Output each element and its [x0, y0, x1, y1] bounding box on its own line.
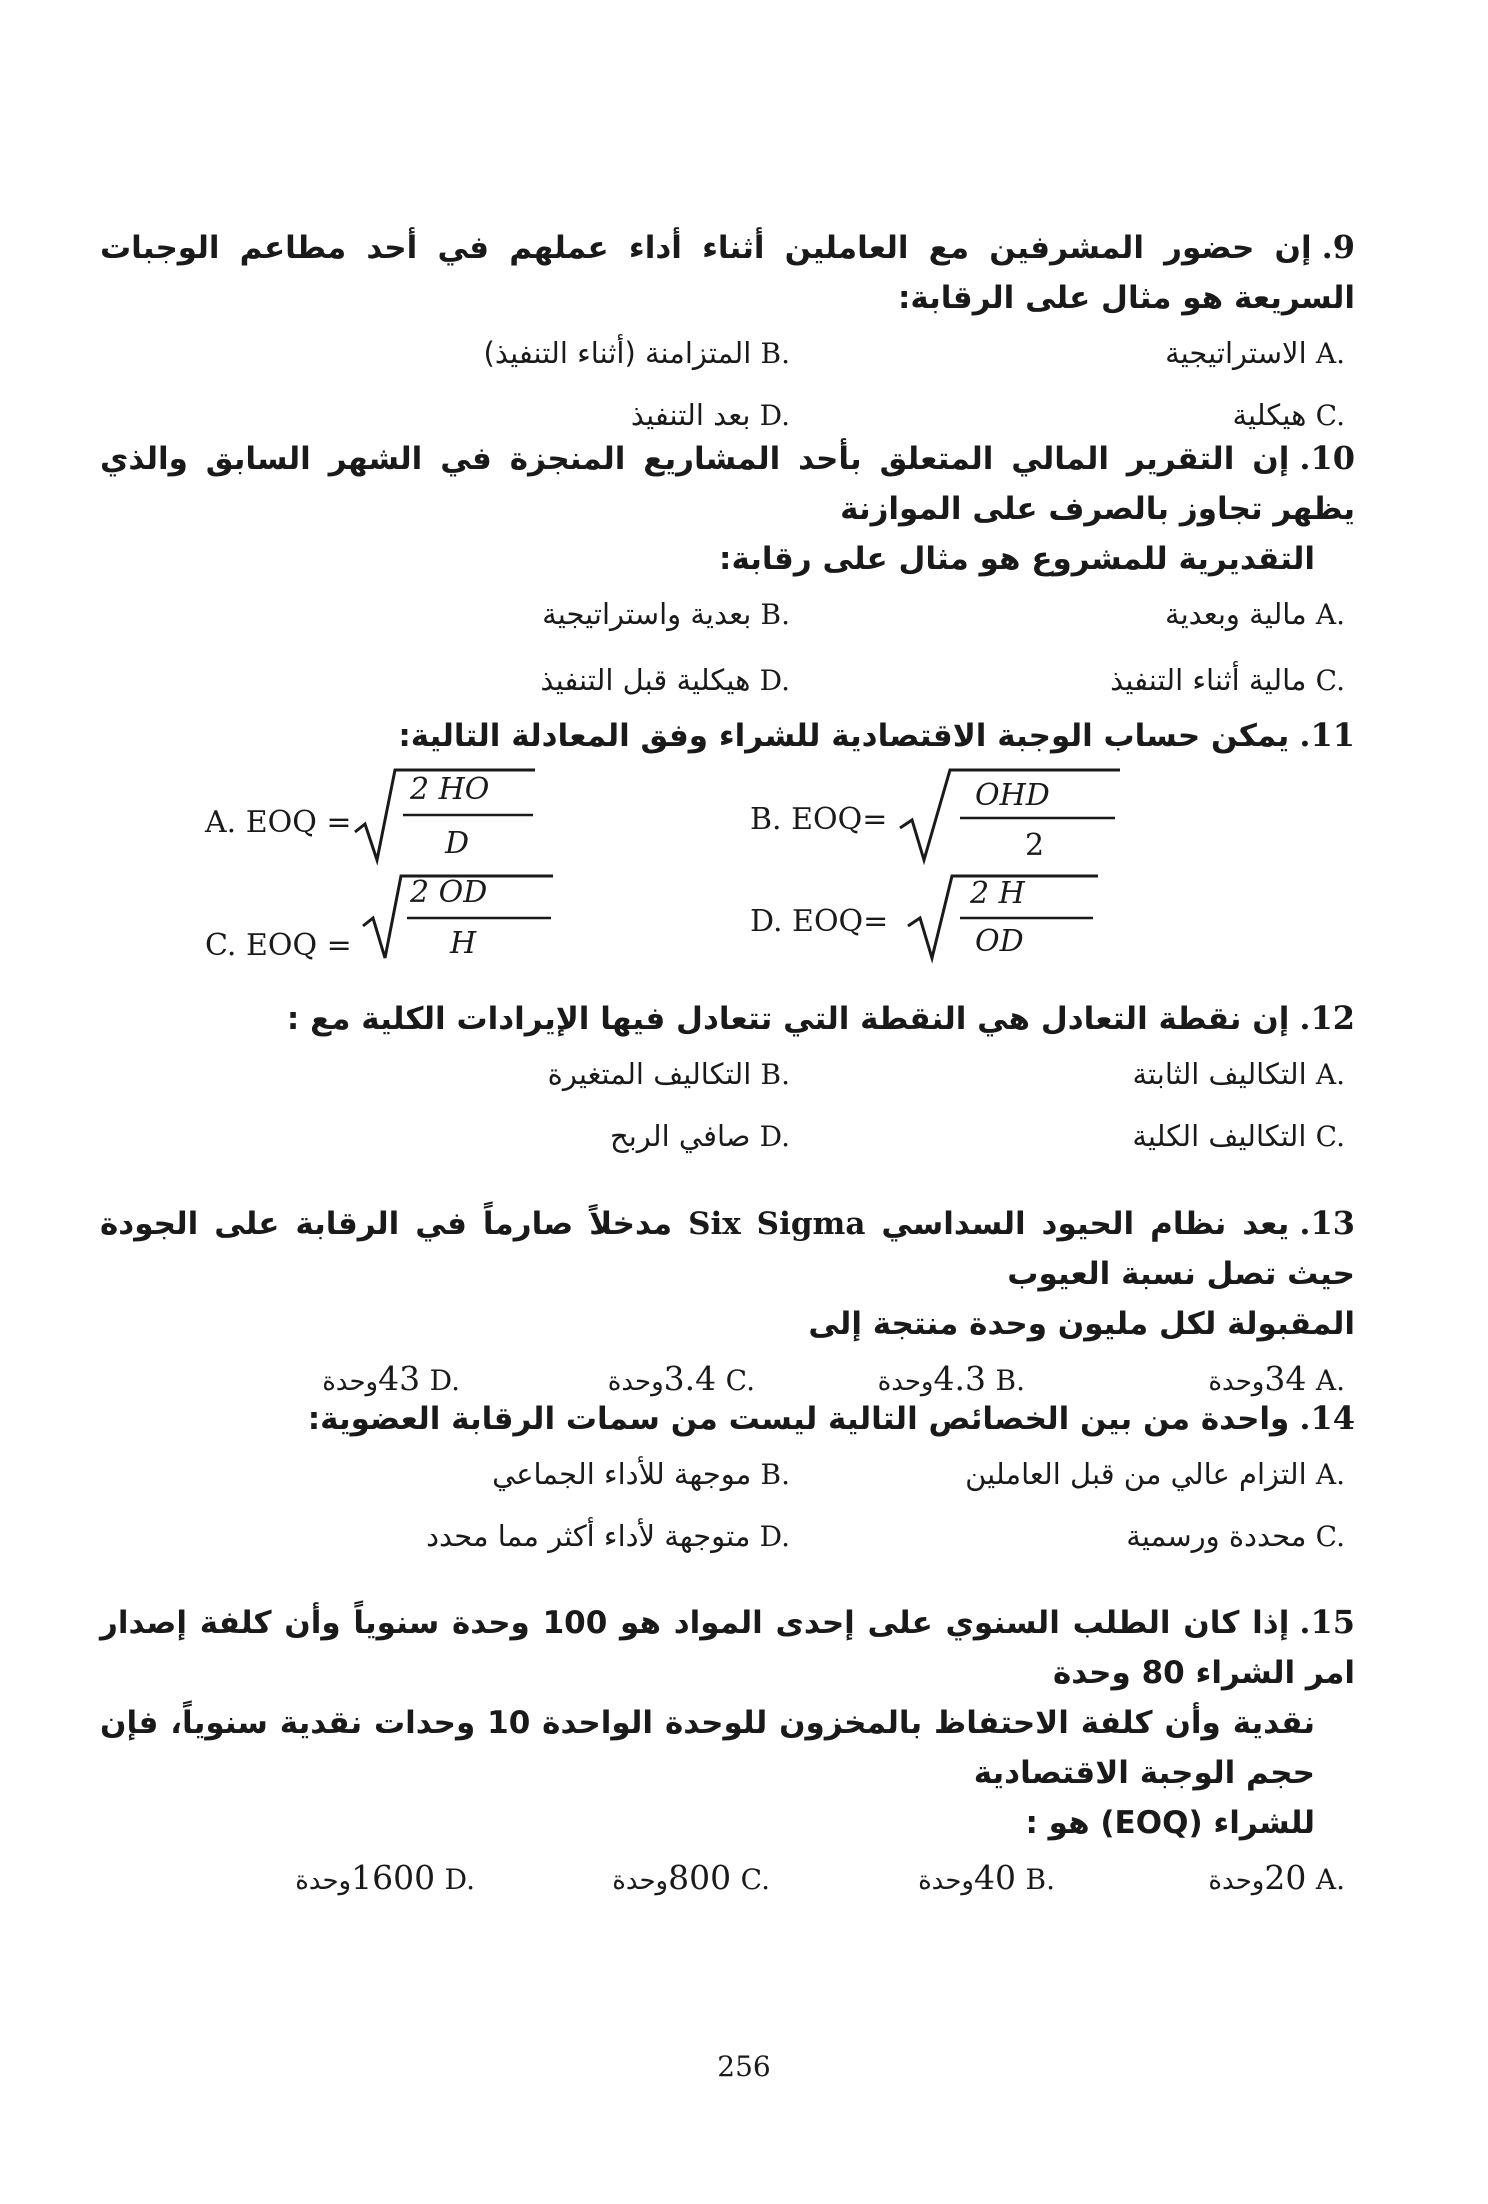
- formula-lhs: B. EOQ=: [750, 802, 888, 837]
- question-14-text: 14.واحدة من بين الخصائص التالية ليست من سمات الرقابة العضوية:: [307, 1399, 1355, 1437]
- question-15-line-2: نقدية وأن كلفة الاحتفاظ بالمخزون للوحدة الواحدة 10 وحدات نقدية سنوياً، فإن حجم الوجبة الاقتصادية: [100, 1705, 1315, 1791]
- formula-denominator: OD: [975, 924, 1024, 959]
- formula-lhs: C. EOQ =: [205, 928, 352, 963]
- question-11: [100, 710, 1355, 761]
- question-number: 10.: [1299, 439, 1355, 477]
- formula-option-c[interactable]: [205, 868, 565, 978]
- option-d[interactable]: D. هيكلية قبل التنفيذ: [540, 663, 790, 697]
- formula-option-a[interactable]: [205, 760, 565, 870]
- question-15-line-3: للشراء (EOQ) هو :: [1025, 1805, 1315, 1841]
- option-d[interactable]: D. 1600وحدة: [295, 1858, 475, 1897]
- question-number: 14.: [1299, 1399, 1355, 1437]
- question-number: 13.: [1299, 1204, 1355, 1242]
- question-number: 15.: [1299, 1603, 1355, 1641]
- formula-denominator: D: [445, 826, 470, 861]
- question-15: [100, 1597, 1355, 1920]
- option-b[interactable]: B. 4.3وحدة: [877, 1359, 1025, 1398]
- formula-numerator: 2 HO: [410, 772, 490, 807]
- question-9: [100, 222, 1355, 455]
- question-13-line-2: المقبولة لكل مليون وحدة منتجة إلى: [808, 1306, 1355, 1342]
- option-c[interactable]: C. 800وحدة: [612, 1858, 770, 1897]
- unit-label: وحدة: [918, 1866, 974, 1896]
- option-c[interactable]: C. التكاليف الكلية: [1132, 1119, 1345, 1153]
- unit-label: وحدة: [877, 1367, 934, 1397]
- options-row: [100, 1848, 1355, 1920]
- option-d[interactable]: D. 43وحدة: [322, 1359, 460, 1398]
- option-c[interactable]: C. محددة ورسمية: [1126, 1519, 1345, 1553]
- unit-label: وحدة: [1208, 1866, 1265, 1896]
- question-10: [100, 433, 1355, 720]
- formula-lhs: D. EOQ=: [750, 904, 889, 939]
- question-9-text: 9.إن حضور المشرفين مع العاملين أثناء أداء عملهم في أحد مطاعم الوجبات السريعة هو مثال على الرقابة:: [100, 228, 1355, 316]
- option-c[interactable]: C. 3.4وحدة: [607, 1359, 755, 1398]
- option-c[interactable]: C. مالية أثناء التنفيذ: [1110, 663, 1345, 697]
- question-number: 11.: [1299, 716, 1355, 754]
- formula-denominator: H: [450, 926, 477, 961]
- question-11-text: 11.يمكن حساب الوجبة الاقتصادية للشراء وفق المعادلة التالية:: [398, 716, 1355, 754]
- option-a[interactable]: A. 34وحدة: [1208, 1359, 1345, 1398]
- option-b[interactable]: B. 40وحدة: [918, 1858, 1055, 1897]
- unit-label: وحدة: [322, 1367, 379, 1397]
- option-d[interactable]: D. بعد التنفيذ: [630, 398, 790, 432]
- formula-numerator: 2 H: [970, 876, 1025, 911]
- option-c[interactable]: C. هيكلية: [1232, 398, 1345, 432]
- unit-label: وحدة: [295, 1866, 352, 1896]
- option-b[interactable]: B. بعدية واستراتيجية: [542, 597, 790, 631]
- option-a[interactable]: A. التزام عالي من قبل العاملين: [965, 1457, 1345, 1491]
- option-a[interactable]: A. 20وحدة: [1208, 1858, 1345, 1897]
- six-sigma-term: Six Sigma: [688, 1206, 866, 1242]
- question-10-line-1: 10.إن التقرير المالي المتعلق بأحد المشاريع المنجزة في الشهر السابق والذي يظهر تجاوز بالصرف على الموازنة: [100, 439, 1355, 527]
- formula-numerator: 2 OD: [410, 875, 488, 910]
- option-b[interactable]: B. التكاليف المتغيرة: [547, 1057, 790, 1091]
- question-13-line-1: 13.يعد نظام الحيود السداسي Six Sigma مدخلاً صارماً في الرقابة على الجودة حيث تصل نسبة العيوب: [100, 1204, 1355, 1292]
- formula-option-d[interactable]: [750, 868, 1110, 978]
- unit-label: وحدة: [1208, 1367, 1265, 1397]
- options-row: [100, 584, 1355, 650]
- options-row: [100, 1506, 1355, 1576]
- option-b[interactable]: B. المتزامنة (أثناء التنفيذ): [483, 336, 790, 370]
- question-12: [100, 993, 1355, 1176]
- options-row: [100, 1444, 1355, 1506]
- page-number: 256: [717, 2050, 771, 2083]
- question-14: [100, 1393, 1355, 1576]
- option-b[interactable]: B. موجهة للأداء الجماعي: [492, 1457, 790, 1491]
- unit-label: وحدة: [607, 1367, 664, 1397]
- option-a[interactable]: A. التكاليف الثابتة: [1132, 1057, 1345, 1091]
- question-number: 9.: [1321, 228, 1355, 266]
- option-a[interactable]: A. الاستراتيجية: [1165, 336, 1345, 370]
- option-a[interactable]: A. مالية وبعدية: [1165, 597, 1345, 631]
- formula-denominator: 2: [1025, 828, 1045, 863]
- formula-lhs: A. EOQ =: [205, 805, 352, 840]
- question-12-text: 12.إن نقطة التعادل هي النقطة التي تتعادل فيها الإيرادات الكلية مع :: [286, 999, 1355, 1037]
- formula-numerator: OHD: [975, 778, 1050, 813]
- question-15-line-1: 15.إذا كان الطلب السنوي على إحدى المواد هو 100 وحدة سنوياً وأن كلفة إصدار امر الشراء 80 وحدة: [100, 1603, 1355, 1691]
- options-row: [100, 1106, 1355, 1176]
- options-row: [100, 1044, 1355, 1106]
- question-13: [100, 1198, 1355, 1421]
- question-number: 12.: [1299, 999, 1355, 1037]
- option-d[interactable]: D. صافي الربح: [610, 1119, 790, 1153]
- option-d[interactable]: D. متوجهة لأداء أكثر مما محدد: [426, 1519, 790, 1553]
- options-row: [100, 323, 1355, 385]
- question-10-line-2: التقديرية للمشروع هو مثال على رقابة:: [719, 541, 1315, 577]
- formula-option-b[interactable]: [750, 760, 1130, 880]
- unit-label: وحدة: [612, 1866, 669, 1896]
